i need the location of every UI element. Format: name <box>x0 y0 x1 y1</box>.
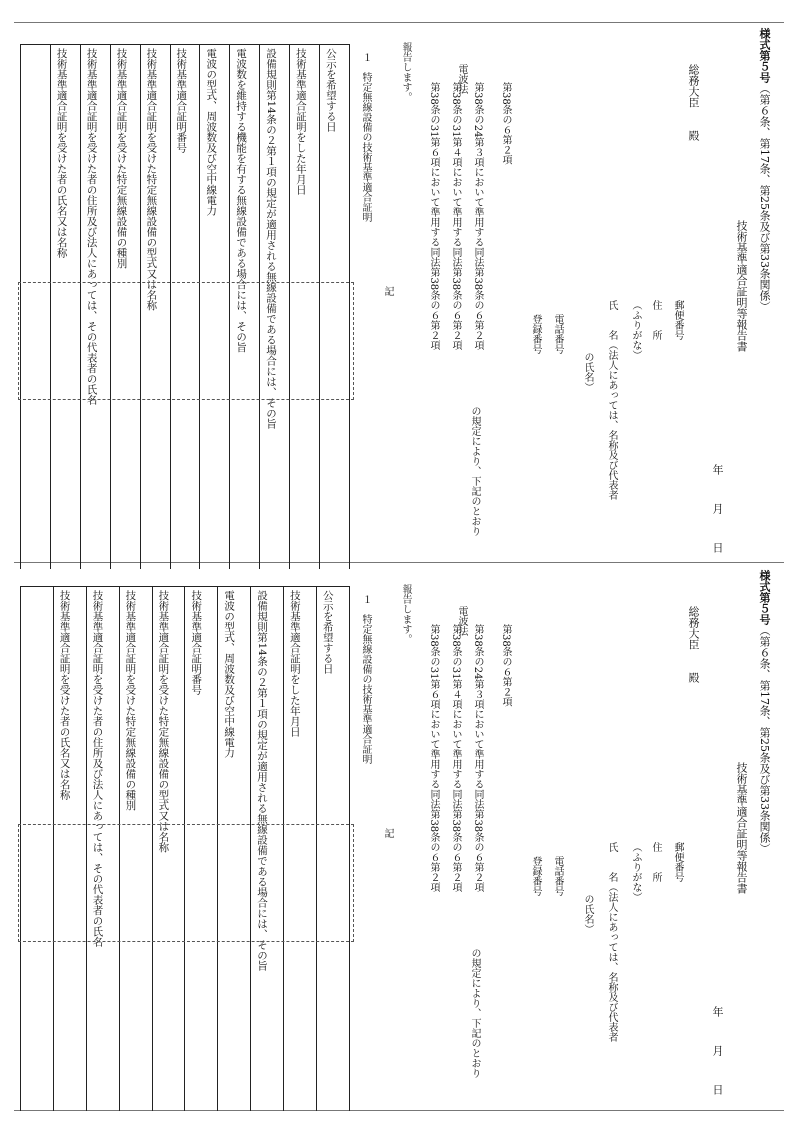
form-number: 様式第５号 <box>758 28 771 83</box>
form-title: 技術基準適合証明等報告書 <box>735 220 748 352</box>
header-cell: 技術基準適合証明をした年月日 <box>290 45 320 570</box>
header-cell: 電波の型式、周波数及び空中線電力 <box>218 587 251 1112</box>
table-header-row <box>21 45 350 570</box>
law-prefix: 電波法 <box>456 64 467 94</box>
certification-table <box>20 586 350 1111</box>
name-label-continued: の氏名） <box>582 352 593 392</box>
header-cell: 設備規則第14条の２第１項の規定が適用される無線設備である場合には、その旨 <box>251 587 284 1112</box>
address-label: 住 所 <box>650 842 661 882</box>
header-cell: 技術基準適合証明を受けた特定無線設備の型式又は名称 <box>140 45 170 570</box>
law-option: 第38条の31第４項において準用する同法第38条の６第２項 <box>450 624 461 893</box>
form-number: 様式第５号 <box>758 570 771 625</box>
header-cell: 技術基準適合証明を受けた者の氏名又は名称 <box>53 587 86 1112</box>
top-rule <box>14 22 784 23</box>
form-header <box>756 570 772 854</box>
ki-marker: 記 <box>382 286 393 296</box>
name-label: 氏 名（法人にあっては、名称及び代表者 <box>606 300 617 500</box>
empty-header-cell <box>21 45 51 570</box>
law-prefix: 電波法 <box>456 606 467 636</box>
law-option: 第38条の31第６項において準用する同法第38条の６第２項 <box>428 624 439 893</box>
form-reference: （第６条、第17条、第25条及び第33条関係） <box>758 625 771 854</box>
header-cell: 技術基準適合証明を受けた特定無線設備の種別 <box>110 45 140 570</box>
addressee: 総務大臣 殿 <box>687 606 700 683</box>
registration-label: 登録番号 <box>530 314 541 354</box>
section-title: １ 特定無線設備の技術基準適合証明 <box>360 594 371 764</box>
report-statement: 報告します。 <box>400 584 411 644</box>
header-cell: 技術基準適合証明番号 <box>170 45 200 570</box>
form-title: 技術基準適合証明等報告書 <box>735 762 748 894</box>
addressee: 総務大臣 殿 <box>687 64 700 141</box>
header-cell: 技術基準適合証明番号 <box>185 587 218 1112</box>
name-label: 氏 名（法人にあっては、名称及び代表者 <box>606 842 617 1042</box>
postal-code-label: 郵便番号 <box>672 842 683 882</box>
header-cell: 公示を希望する日 <box>317 587 350 1112</box>
body-suffix: の規定により、下記のとおり <box>469 406 480 536</box>
law-option: 第38条の24第３項において準用する同法第38条の６第２項 <box>472 624 483 893</box>
header-cell: 技術基準適合証明をした年月日 <box>284 587 317 1112</box>
furigana-label: （ふりがな） <box>630 842 641 902</box>
form-page-2 <box>0 566 798 1111</box>
header-cell: 技術基準適合証明を受けた者の氏名又は名称 <box>50 45 80 570</box>
certification-table <box>20 44 350 569</box>
table-header-row <box>21 587 350 1112</box>
law-option: 第38条の６第２項 <box>500 624 511 707</box>
law-option: 第38条の31第４項において準用する同法第38条の６第２項 <box>450 82 461 351</box>
name-label-continued: の氏名） <box>582 894 593 934</box>
law-option: 第38条の31第６項において準用する同法第38条の６第２項 <box>428 82 439 351</box>
law-option: 第38条の６第２項 <box>500 82 511 165</box>
postal-code-label: 郵便番号 <box>672 300 683 340</box>
header-cell: 技術基準適合証明を受けた特定無線設備の型式又は名称 <box>152 587 185 1112</box>
body-suffix: の規定により、下記のとおり <box>469 948 480 1078</box>
report-statement: 報告します。 <box>400 42 411 102</box>
ki-marker: 記 <box>382 828 393 838</box>
section-title: １ 特定無線設備の技術基準適合証明 <box>360 52 371 222</box>
header-cell: 公示を希望する日 <box>320 45 350 570</box>
phone-label: 電話番号 <box>552 856 563 896</box>
phone-label: 電話番号 <box>552 314 563 354</box>
header-cell: 技術基準適合証明を受けた者の住所及び法人にあっては、その代表者の氏名 <box>80 45 110 570</box>
header-cell: 電波の型式、周波数及び空中線電力 <box>200 45 230 570</box>
header-cell: 電波数を維持する機能を有する無線設備である場合には、その旨 <box>230 45 260 570</box>
registration-label: 登録番号 <box>530 856 541 896</box>
form-header <box>756 28 772 312</box>
law-option: 第38条の24第３項において準用する同法第38条の６第２項 <box>472 82 483 351</box>
address-label: 住 所 <box>650 300 661 340</box>
form-reference: （第６条、第17条、第25条及び第33条関係） <box>758 83 771 312</box>
header-cell: 設備規則第14条の２第１項の規定が適用される無線設備である場合には、その旨 <box>260 45 290 570</box>
date-line: 年 月 日 <box>711 464 724 555</box>
furigana-label: （ふりがな） <box>630 300 641 360</box>
header-cell: 技術基準適合証明を受けた特定無線設備の種別 <box>119 587 152 1112</box>
empty-header-cell <box>21 587 54 1112</box>
form-page-1 <box>0 24 798 569</box>
header-cell: 技術基準適合証明を受けた者の住所及び法人にあっては、その代表者の氏名 <box>86 587 119 1112</box>
date-line: 年 月 日 <box>711 1006 724 1097</box>
